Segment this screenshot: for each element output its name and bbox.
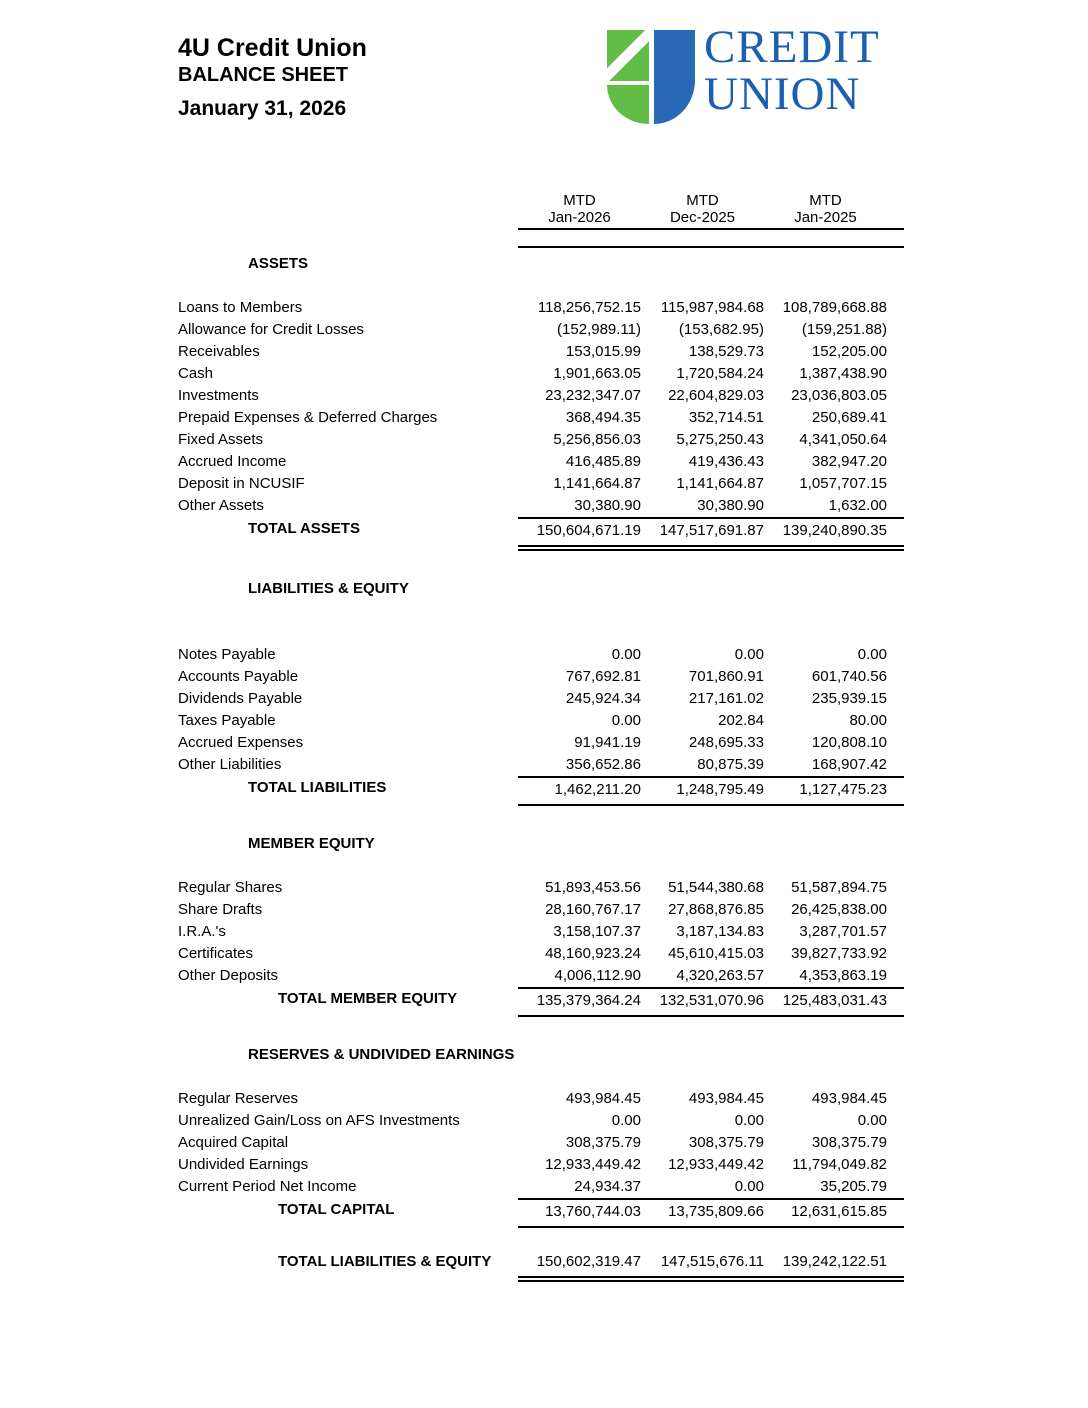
cell-value: 5,275,250.43 — [676, 431, 764, 448]
spacer-row — [178, 551, 904, 573]
cell-value: 368,494.35 — [565, 409, 641, 426]
header-rule-row — [178, 230, 904, 248]
row-values — [518, 921, 904, 943]
row-values — [518, 666, 904, 688]
cell-value: 5,256,856.03 — [553, 431, 641, 448]
row-label — [178, 855, 518, 877]
cell-value: 120,808.10 — [811, 734, 887, 751]
row-values — [518, 754, 904, 776]
cell-value: 13,735,809.66 — [668, 1203, 764, 1220]
date-label: Jan-2026 — [548, 209, 611, 226]
row-values — [518, 429, 904, 451]
row-label — [178, 806, 518, 828]
cell-value: 1,057,707.15 — [799, 475, 887, 492]
cell-value: 493,984.45 — [688, 1090, 764, 1107]
line-item-row — [178, 921, 904, 943]
cell-value — [641, 806, 764, 828]
cell-value: 1,141,664.87 — [553, 475, 641, 492]
cell-value: 115,987,984.68 — [660, 299, 764, 316]
cell-value — [518, 275, 641, 297]
row-label: Accounts Payable — [178, 668, 299, 685]
cell-value — [518, 855, 641, 877]
row-values — [518, 319, 904, 341]
line-item-row — [178, 1176, 904, 1198]
column-header-spacer — [178, 190, 518, 230]
row-label: Undivided Earnings — [178, 1156, 309, 1173]
row-label: RESERVES & UNDIVIDED EARNINGS — [248, 1046, 515, 1063]
cell-value: 416,485.89 — [565, 453, 641, 470]
row-label: Share Drafts — [178, 901, 263, 918]
cell-value — [764, 600, 887, 622]
row-values — [518, 1250, 904, 1282]
cell-value: 30,380.90 — [697, 497, 764, 514]
line-item-row — [178, 1132, 904, 1154]
cell-value — [764, 833, 887, 855]
logo-blue-bar-icon — [654, 30, 695, 124]
column-headers — [518, 190, 904, 230]
report-date: January 31, 2026 — [178, 97, 347, 120]
cell-value: 11,794,049.82 — [792, 1156, 887, 1173]
spacer-row — [178, 1066, 904, 1088]
cell-value: 118,256,752.15 — [537, 299, 641, 316]
column-header-jan-2026 — [518, 190, 641, 228]
header-rule-spacer — [178, 230, 518, 248]
row-label: TOTAL LIABILITIES — [248, 779, 387, 796]
row-values — [518, 776, 904, 806]
cell-value — [641, 622, 764, 644]
row-values — [518, 1176, 904, 1198]
total-row — [178, 517, 904, 551]
section-header-row — [178, 828, 904, 855]
cell-value: (159,251.88) — [801, 321, 887, 338]
row-label: Regular Reserves — [178, 1090, 299, 1107]
report-title: BALANCE SHEET — [178, 64, 349, 86]
total-row — [178, 776, 904, 806]
row-label — [178, 275, 518, 297]
cell-value — [764, 1228, 887, 1250]
cell-value: 147,515,676.11 — [660, 1253, 764, 1270]
row-values — [518, 517, 904, 551]
cell-value: 0.00 — [611, 646, 641, 663]
line-item-row — [178, 429, 904, 451]
line-item-row — [178, 319, 904, 341]
row-label — [178, 551, 518, 573]
row-values — [518, 551, 904, 573]
cell-value: 132,531,070.96 — [659, 992, 764, 1009]
cell-value: 12,631,615.85 — [791, 1203, 887, 1220]
cell-value: 3,187,134.83 — [676, 923, 764, 940]
cell-value: 419,436.43 — [688, 453, 764, 470]
row-values — [518, 622, 904, 644]
row-values — [518, 341, 904, 363]
cell-value — [764, 551, 887, 573]
cell-value: 0.00 — [734, 646, 764, 663]
cell-value — [764, 1017, 887, 1039]
section-header-row — [178, 248, 904, 275]
row-values — [518, 732, 904, 754]
logo-word-union: UNION — [704, 68, 861, 120]
cell-value: 352,714.51 — [688, 409, 764, 426]
logo-mark-icon — [607, 30, 695, 124]
line-item-row — [178, 965, 904, 987]
row-label: TOTAL MEMBER EQUITY — [278, 990, 458, 1007]
cell-value: 202.84 — [718, 712, 764, 729]
cell-value: 26,425,838.00 — [791, 901, 887, 918]
row-values — [518, 710, 904, 732]
cell-value: 308,375.79 — [811, 1134, 887, 1151]
cell-value: 108,789,668.88 — [782, 299, 887, 316]
cell-value: 139,240,890.35 — [782, 522, 887, 539]
cell-value: 125,483,031.43 — [782, 992, 887, 1009]
cell-value: 0.00 — [734, 1178, 764, 1195]
row-label: Receivables — [178, 343, 260, 360]
row-label: Taxes Payable — [178, 712, 276, 729]
cell-value: 51,587,894.75 — [791, 879, 887, 896]
spacer-row — [178, 622, 904, 644]
cell-value: 0.00 — [734, 1112, 764, 1129]
row-label: Accrued Expenses — [178, 734, 304, 751]
row-values — [518, 578, 904, 600]
cell-value: 245,924.34 — [565, 690, 641, 707]
cell-value: 767,692.81 — [565, 668, 641, 685]
cell-value: 0.00 — [857, 646, 887, 663]
row-label: Fixed Assets — [178, 431, 264, 448]
row-values — [518, 855, 904, 877]
total-row — [178, 987, 904, 1017]
line-item-row — [178, 341, 904, 363]
row-label: Dividends Payable — [178, 690, 303, 707]
cell-value: 4,341,050.64 — [799, 431, 887, 448]
cell-value — [764, 855, 887, 877]
row-values — [518, 1198, 904, 1228]
cell-value — [518, 253, 641, 275]
logo-word-credit: CREDIT — [704, 21, 880, 73]
cell-value: (153,682.95) — [678, 321, 764, 338]
row-values — [518, 363, 904, 385]
cell-value: 1,248,795.49 — [676, 781, 764, 798]
logo-green-base-icon — [607, 85, 649, 124]
row-label: MEMBER EQUITY — [248, 835, 375, 852]
cell-value: 12,933,449.42 — [668, 1156, 764, 1173]
row-label: Other Liabilities — [178, 756, 282, 773]
line-item-row — [178, 666, 904, 688]
cell-value — [641, 600, 764, 622]
cell-value — [764, 1066, 887, 1088]
row-values — [518, 688, 904, 710]
cell-value: 135,379,364.24 — [536, 992, 641, 1009]
row-label: Loans to Members — [178, 299, 303, 316]
row-values — [518, 275, 904, 297]
row-values — [518, 1088, 904, 1110]
cell-value: 147,517,691.87 — [659, 522, 764, 539]
line-item-row — [178, 644, 904, 666]
cell-value — [518, 578, 641, 600]
line-item-row — [178, 451, 904, 473]
line-item-row — [178, 732, 904, 754]
cell-value — [764, 253, 887, 275]
cell-value: 150,604,671.19 — [536, 522, 641, 539]
cell-value: 1,141,664.87 — [676, 475, 764, 492]
cell-value: 139,242,122.51 — [782, 1253, 887, 1270]
row-values — [518, 644, 904, 666]
cell-value: 4,353,863.19 — [799, 967, 887, 984]
cell-value: (152,989.11) — [557, 321, 641, 338]
row-label — [178, 622, 518, 644]
cell-value — [764, 622, 887, 644]
cell-value: 28,160,767.17 — [545, 901, 641, 918]
line-item-row — [178, 1154, 904, 1176]
cell-value: 80,875.39 — [697, 756, 764, 773]
cell-value: 91,941.19 — [574, 734, 641, 751]
cell-value: 13,760,744.03 — [545, 1203, 641, 1220]
cell-value — [518, 833, 641, 855]
cell-value: 4,006,112.90 — [554, 967, 641, 984]
cell-value: 12,933,449.42 — [545, 1156, 641, 1173]
row-values — [518, 806, 904, 828]
cell-value — [518, 622, 641, 644]
date-label: Jan-2025 — [794, 209, 857, 226]
cell-value — [518, 600, 641, 622]
cell-value: 3,287,701.57 — [799, 923, 887, 940]
cell-value — [641, 1228, 764, 1250]
cell-value — [764, 1044, 887, 1066]
cell-value — [764, 275, 887, 297]
column-header-jan-2025 — [764, 190, 887, 228]
cell-value — [518, 1066, 641, 1088]
cell-value: 23,232,347.07 — [545, 387, 641, 404]
cell-value: 152,205.00 — [811, 343, 887, 360]
row-label: Allowance for Credit Losses — [178, 321, 364, 338]
row-values — [518, 1044, 904, 1066]
cell-value — [641, 1044, 764, 1066]
line-item-row — [178, 943, 904, 965]
cell-value: 248,695.33 — [688, 734, 764, 751]
row-label: I.R.A.'s — [178, 923, 226, 940]
line-item-row — [178, 1088, 904, 1110]
cell-value — [641, 1017, 764, 1039]
cell-value: 35,205.79 — [820, 1178, 887, 1195]
cell-value: 1,901,663.05 — [553, 365, 641, 382]
row-values — [518, 965, 904, 987]
cell-value: 168,907.42 — [811, 756, 887, 773]
row-label: Other Assets — [178, 497, 264, 514]
cell-value: 601,740.56 — [811, 668, 887, 685]
cell-value: 3,158,107.37 — [553, 923, 641, 940]
cell-value — [641, 833, 764, 855]
line-item-row — [178, 688, 904, 710]
row-values — [518, 385, 904, 407]
row-label: Notes Payable — [178, 646, 276, 663]
row-label: Cash — [178, 365, 214, 382]
cell-value: 24,934.37 — [574, 1178, 641, 1195]
cell-value: 80.00 — [849, 712, 887, 729]
cell-value: 51,893,453.56 — [545, 879, 641, 896]
row-label: Unrealized Gain/Loss on AFS Investments — [178, 1112, 460, 1129]
cell-value — [764, 578, 887, 600]
row-label: TOTAL ASSETS — [248, 520, 360, 537]
row-label: ASSETS — [248, 255, 309, 272]
row-values — [518, 899, 904, 921]
cell-value — [518, 551, 641, 573]
row-label: LIABILITIES & EQUITY — [248, 580, 409, 597]
credit-union-logo — [607, 21, 880, 124]
cell-value — [641, 578, 764, 600]
cell-value — [641, 855, 764, 877]
line-item-row — [178, 899, 904, 921]
line-item-row — [178, 385, 904, 407]
cell-value: 150,602,319.47 — [536, 1253, 641, 1270]
row-values — [518, 600, 904, 622]
cell-value: 0.00 — [611, 712, 641, 729]
section-header-row — [178, 1039, 904, 1066]
row-values — [518, 1154, 904, 1176]
cell-value: 701,860.91 — [688, 668, 764, 685]
row-label: Other Deposits — [178, 967, 279, 984]
cell-value — [518, 1017, 641, 1039]
row-values — [518, 1066, 904, 1088]
line-item-row — [178, 1110, 904, 1132]
line-item-row — [178, 754, 904, 776]
line-item-row — [178, 297, 904, 319]
cell-value — [518, 806, 641, 828]
cell-value: 1,127,475.23 — [799, 781, 887, 798]
row-values — [518, 833, 904, 855]
row-values — [518, 943, 904, 965]
cell-value — [764, 806, 887, 828]
cell-value: 27,868,876.85 — [668, 901, 764, 918]
row-label: Deposit in NCUSIF — [178, 475, 305, 492]
cell-value: 1,632.00 — [828, 497, 887, 514]
section-header-row — [178, 573, 904, 600]
cell-value: 0.00 — [857, 1112, 887, 1129]
row-label: Investments — [178, 387, 259, 404]
cell-value — [518, 1044, 641, 1066]
cell-value: 39,827,733.92 — [791, 945, 887, 962]
row-label — [178, 600, 518, 622]
spacer-row — [178, 806, 904, 828]
line-item-row — [178, 877, 904, 899]
line-item-row — [178, 710, 904, 732]
cell-value: 51,544,380.68 — [668, 879, 764, 896]
cell-value: 217,161.02 — [688, 690, 764, 707]
period-label: MTD — [686, 192, 719, 209]
cell-value — [641, 275, 764, 297]
date-label: Dec-2025 — [669, 209, 736, 226]
logo-wordmark — [704, 21, 880, 120]
cell-value: 30,380.90 — [574, 497, 641, 514]
line-item-row — [178, 495, 904, 517]
row-values — [518, 1110, 904, 1132]
row-values — [518, 451, 904, 473]
row-values — [518, 253, 904, 275]
cell-value — [641, 253, 764, 275]
header-rule — [518, 230, 904, 248]
row-label: TOTAL LIABILITIES & EQUITY — [278, 1253, 492, 1270]
cell-value: 493,984.45 — [565, 1090, 641, 1107]
cell-value: 382,947.20 — [811, 453, 887, 470]
row-label: Prepaid Expenses & Deferred Charges — [178, 409, 438, 426]
row-label: Accrued Income — [178, 453, 287, 470]
row-values — [518, 1017, 904, 1039]
cell-value: 22,604,829.03 — [668, 387, 764, 404]
row-values — [518, 473, 904, 495]
line-item-row — [178, 363, 904, 385]
row-label — [178, 1017, 518, 1039]
total-row — [178, 1198, 904, 1228]
cell-value: 153,015.99 — [565, 343, 641, 360]
cell-value: 493,984.45 — [811, 1090, 887, 1107]
cell-value: 235,939.15 — [811, 690, 887, 707]
row-values — [518, 495, 904, 517]
row-label: Regular Shares — [178, 879, 283, 896]
table-body — [178, 248, 904, 1282]
spacer-row — [178, 855, 904, 877]
period-label: MTD — [563, 192, 596, 209]
cell-value: 4,320,263.57 — [676, 967, 764, 984]
cell-value: 0.00 — [611, 1112, 641, 1129]
row-label — [178, 1228, 518, 1250]
row-label: Certificates — [178, 945, 254, 962]
cell-value: 308,375.79 — [565, 1134, 641, 1151]
cell-value: 23,036,803.05 — [791, 387, 887, 404]
logo-green-four-icon — [607, 30, 649, 81]
cell-value: 1,462,211.20 — [554, 781, 641, 798]
row-values — [518, 1132, 904, 1154]
cell-value: 48,160,923.24 — [545, 945, 641, 962]
report-header — [178, 34, 367, 121]
spacer-row — [178, 600, 904, 622]
cell-value — [641, 1066, 764, 1088]
cell-value: 138,529.73 — [688, 343, 764, 360]
spacer-row — [178, 1017, 904, 1039]
cell-value: 250,689.41 — [811, 409, 887, 426]
row-label: Acquired Capital — [178, 1134, 289, 1151]
row-label: Current Period Net Income — [178, 1178, 357, 1195]
row-values — [518, 407, 904, 429]
period-label: MTD — [809, 192, 842, 209]
cell-value: 356,652.86 — [565, 756, 641, 773]
row-values — [518, 877, 904, 899]
cell-value: 1,720,584.24 — [676, 365, 764, 382]
row-values — [518, 1228, 904, 1250]
balance-sheet-table — [178, 190, 904, 1282]
cell-value: 1,387,438.90 — [799, 365, 887, 382]
cell-value: 308,375.79 — [688, 1134, 764, 1151]
cell-value: 45,610,415.03 — [668, 945, 764, 962]
cell-value — [641, 551, 764, 573]
company-name: 4U Credit Union — [178, 34, 367, 62]
line-item-row — [178, 473, 904, 495]
line-item-row — [178, 407, 904, 429]
row-values — [518, 987, 904, 1017]
row-values — [518, 297, 904, 319]
cell-value — [518, 1228, 641, 1250]
total-row — [178, 1250, 904, 1282]
spacer-row — [178, 275, 904, 297]
row-label — [178, 1066, 518, 1088]
spacer-row — [178, 1228, 904, 1250]
row-label: TOTAL CAPITAL — [278, 1201, 395, 1218]
column-header-row — [178, 190, 904, 230]
column-header-dec-2025 — [641, 190, 764, 228]
